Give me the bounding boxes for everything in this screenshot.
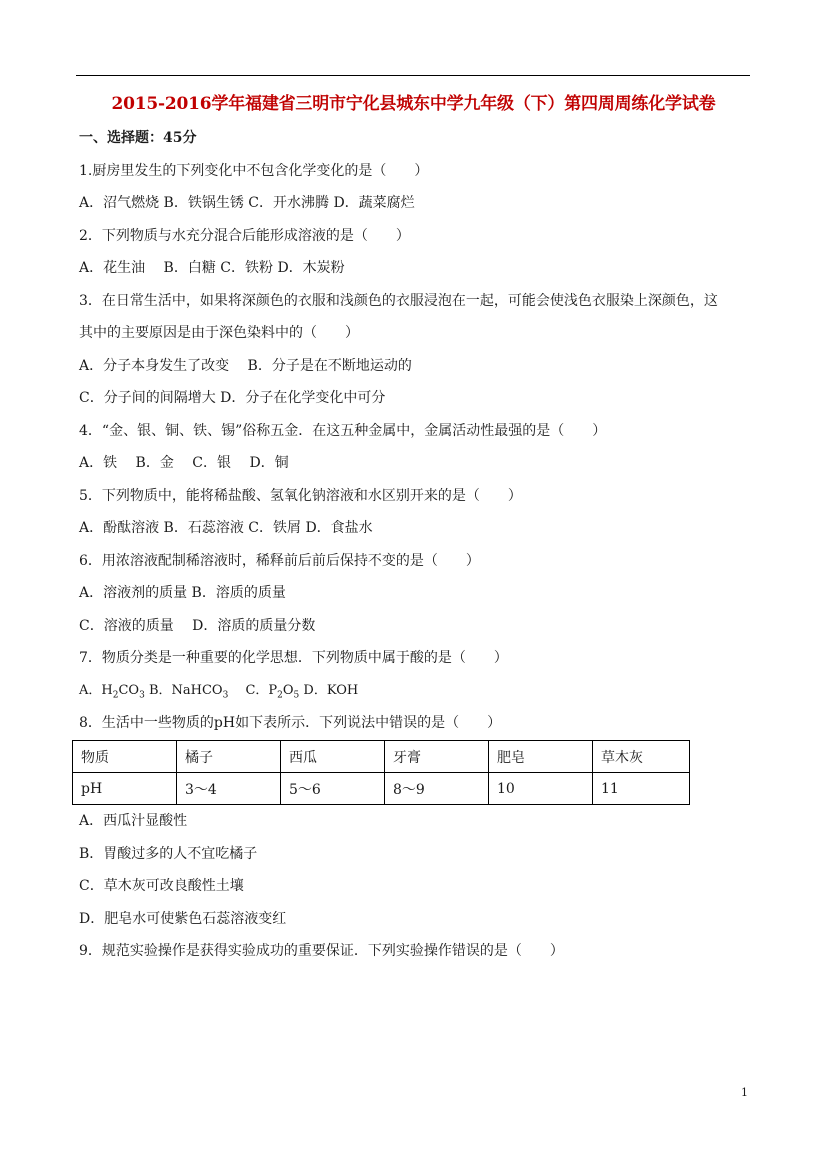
question-8-option-c: C．草木灰可改良酸性土壤	[79, 878, 244, 894]
table-cell: 肥皂	[489, 741, 593, 773]
option-a-label: A．H	[79, 683, 113, 698]
table-cell: 牙膏	[385, 741, 489, 773]
table-cell: 3～4	[177, 773, 281, 805]
table-cell: pH	[73, 773, 177, 805]
question-2: 2．下列物质与水充分混合后能形成溶液的是（ ）	[79, 228, 410, 244]
question-6-options-cd: C．溶液的质量 D．溶质的质量分数	[79, 618, 316, 634]
option-c-subscript-1: 2	[277, 690, 283, 701]
table-row	[73, 773, 690, 805]
question-5: 5．下列物质中，能将稀盐酸、氢氧化钠溶液和水区别开来的是（ ）	[79, 488, 522, 504]
option-c-subscript-2: 5	[293, 690, 300, 701]
question-8-option-d: D．肥皂水可使紫色石蕊溶液变红	[79, 911, 287, 927]
question-4: 4．“金、银、铜、铁、锡”俗称五金．在这五种金属中，金属活动性最强的是（ ）	[79, 423, 607, 439]
option-a-subscript-2: 3	[139, 690, 145, 701]
question-3: 3．在日常生活中，如果将深颜色的衣服和浅颜色的衣服浸泡在一起，可能会使浅色衣服染上深颜色，这	[79, 293, 718, 309]
question-8: 8．生活中一些物质的pH如下表所示．下列说法中错误的是（ ）	[79, 715, 502, 731]
table-header-row	[73, 741, 690, 773]
header-rule	[76, 75, 750, 76]
section-heading: 一、选择题：45分	[79, 130, 197, 146]
option-a-mid: CO	[118, 683, 140, 698]
table-cell: 物质	[73, 741, 177, 773]
question-7: 7．物质分类是一种重要的化学思想．下列物质中属于酸的是（ ）	[79, 650, 508, 666]
question-5-options: A．酚酞溶液 B．石蕊溶液 C．铁屑 D．食盐水	[79, 520, 373, 536]
table-cell: 5～6	[281, 773, 385, 805]
question-8-option-a: A．西瓜汁显酸性	[79, 813, 188, 829]
question-7-options	[79, 681, 358, 706]
question-1-options: A．沼气燃烧 B．铁锅生锈 C．开水沸腾 D．蔬菜腐烂	[79, 195, 415, 211]
table-cell: 草木灰	[593, 741, 690, 773]
option-c-mid: O	[282, 683, 294, 698]
question-9: 9．规范实验操作是获得实验成功的重要保证．下列实验操作错误的是（ ）	[79, 943, 564, 959]
table-cell: 西瓜	[281, 741, 385, 773]
question-8-option-b: B．胃酸过多的人不宜吃橘子	[79, 846, 258, 862]
question-3-options-cd: C．分子间的间隔增大 D．分子在化学变化中可分	[79, 390, 386, 406]
question-6-options-ab: A．溶液剂的质量 B．溶质的质量	[79, 585, 286, 601]
option-d-label: D．KOH	[299, 683, 359, 698]
question-3-options-ab: A．分子本身发生了改变 B．分子是在不断地运动的	[79, 358, 412, 374]
option-a-subscript-1: 2	[112, 690, 119, 701]
question-2-options: A．花生油 B．白糖 C．铁粉 D．木炭粉	[79, 260, 345, 276]
question-3-continued: 其中的主要原因是由于深色染料中的（ ）	[79, 325, 359, 341]
table-cell: 8～9	[385, 773, 489, 805]
table-cell: 11	[593, 773, 690, 805]
table-cell: 10	[489, 773, 593, 805]
ph-table	[72, 740, 690, 805]
option-b-label: B．NaHCO	[144, 683, 223, 698]
question-6: 6．用浓溶液配制稀溶液时，稀释前后前后保持不变的是（ ）	[79, 553, 480, 569]
page-title: 2015-2016学年福建省三明市宁化县城东中学九年级（下）第四周周练化学试卷	[111, 94, 716, 114]
table-cell: 橘子	[177, 741, 281, 773]
option-b-subscript: 3	[222, 690, 229, 701]
question-4-options: A．铁 B．金 C．银 D．铜	[79, 455, 289, 471]
option-c-label: C．P	[228, 683, 278, 698]
question-1: 1.厨房里发生的下列变化中不包含化学变化的是（ ）	[79, 163, 429, 179]
page-number: 1	[741, 1086, 748, 1099]
